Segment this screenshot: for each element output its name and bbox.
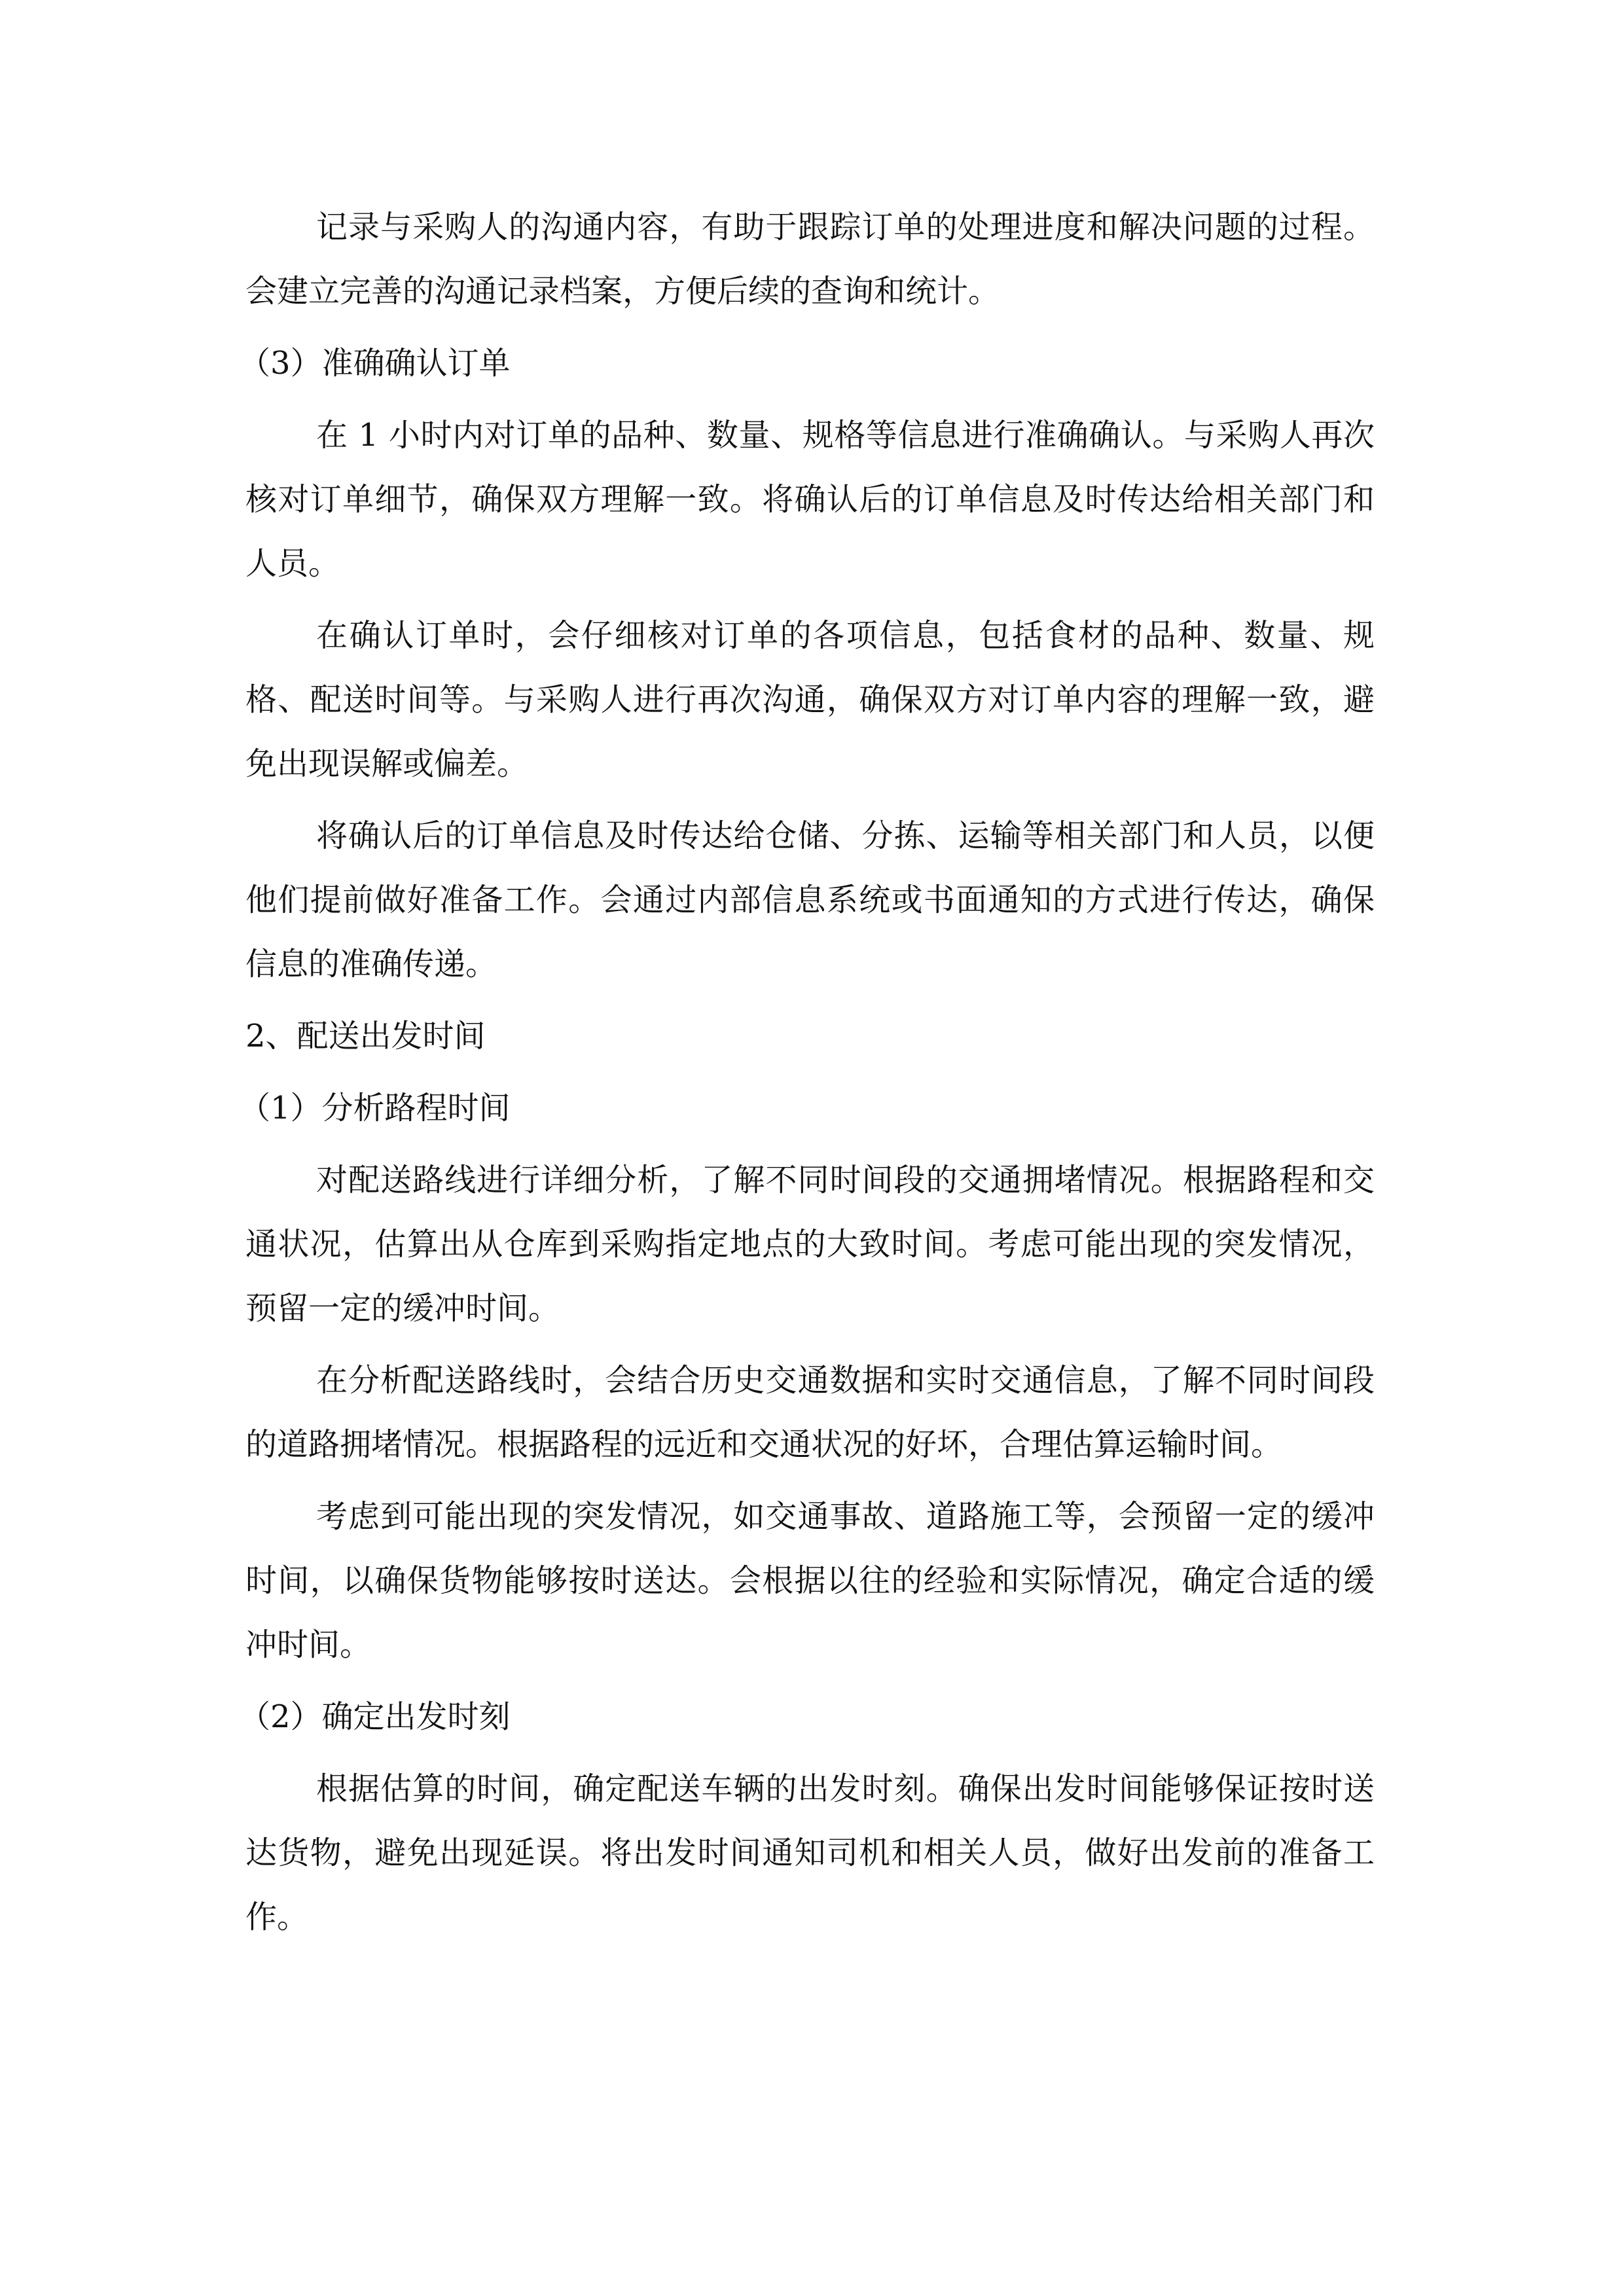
document-body [239, 195, 1375, 1957]
paragraph: 考虑到可能出现的突发情况，如交通事故、道路施工等，会预留一定的缓冲时间，以确保货物能够按时送达。会根据以往的经验和实际情况，确定合适的缓冲时间。 [245, 1498, 1375, 1663]
paragraph: 将确认后的订单信息及时传达给仓储、分拣、运输等相关部门和人员，以便他们提前做好准备工作。会通过内部信息系统或书面通知的方式进行传达，确保信息的准确传递。 [245, 817, 1375, 982]
paragraph: 在确认订单时，会仔细核对订单的各项信息，包括食材的品种、数量、规格、配送时间等。与采购人进行再次沟通，确保双方对订单内容的理解一致，避免出现误解或偏差。 [245, 617, 1375, 782]
section-subheading: （1）分析路程时间 [239, 1090, 511, 1126]
paragraph: 在分析配送路线时，会结合历史交通数据和实时交通信息，了解不同时间段的道路拥堵情况。根据路程的远近和交通状况的好坏，合理估算运输时间。 [245, 1362, 1375, 1463]
paragraph: 在 1 小时内对订单的品种、数量、规格等信息进行准确确认。与采购人再次核对订单细节，确保双方理解一致。将确认后的订单信息及时传达给相关部门和人员。 [245, 417, 1375, 582]
paragraph: 对配送路线进行详细分析，了解不同时间段的交通拥堵情况。根据路程和交通状况，估算出从仓库到采购指定地点的大致时间。考虑可能出现的突发情况，预留一定的缓冲时间。 [245, 1162, 1375, 1327]
paragraph: 记录与采购人的沟通内容，有助于跟踪订单的处理进度和解决问题的过程。会建立完善的沟通记录档案，方便后续的查询和统计。 [245, 209, 1375, 310]
section-subheading: （2）确定出发时刻 [239, 1698, 511, 1735]
paragraph: 根据估算的时间，确定配送车辆的出发时刻。确保出发时间能够保证按时送达货物，避免出现延误。将出发时间通知司机和相关人员，做好出发前的准备工作。 [245, 1770, 1375, 1935]
section-subheading: （3）准确确认订单 [239, 345, 511, 382]
section-heading: 2、配送出发时间 [245, 1018, 486, 1054]
